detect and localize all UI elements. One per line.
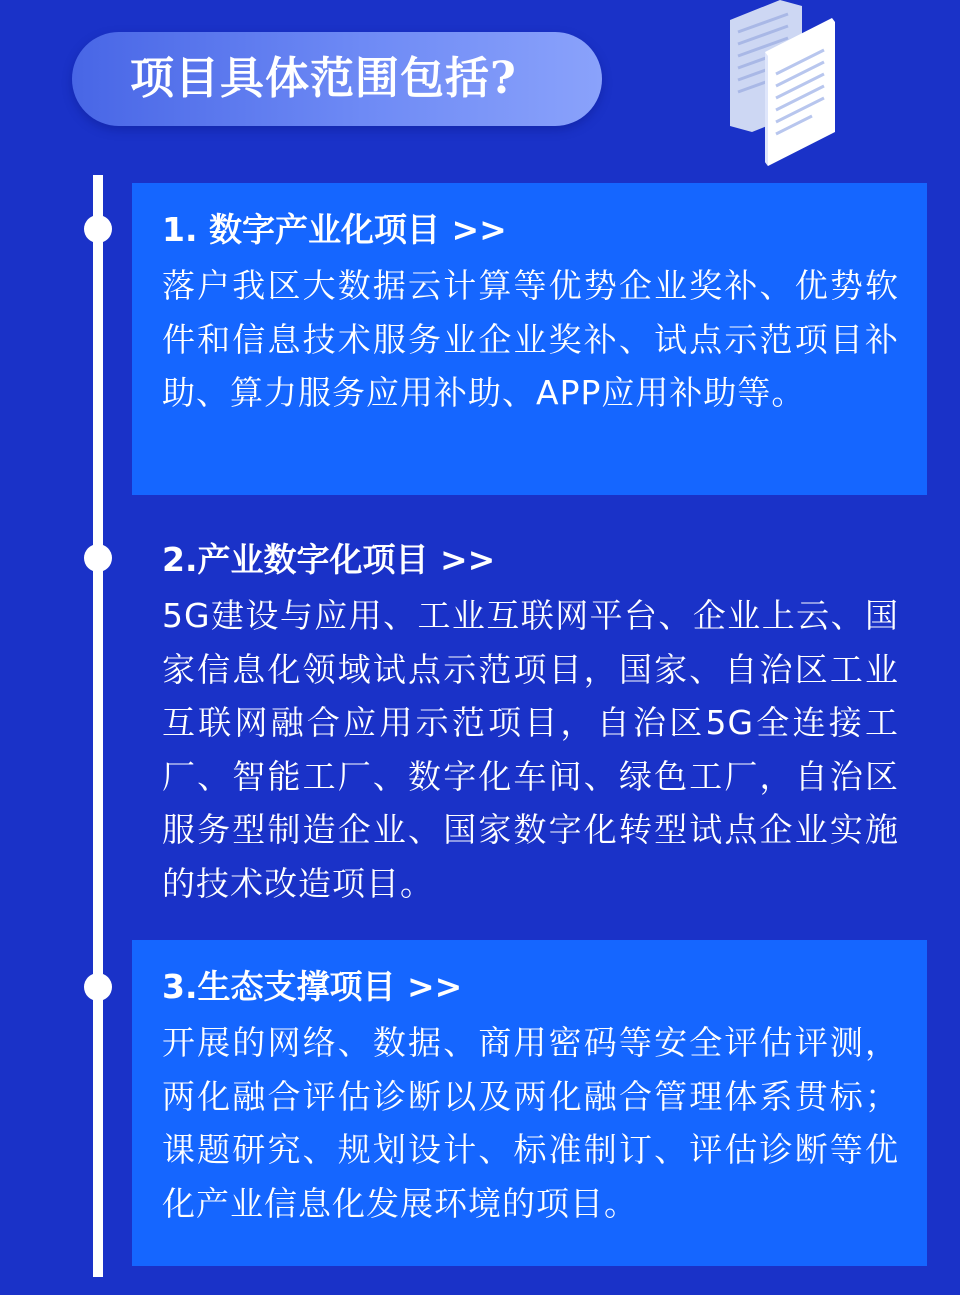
section-heading: 2.产业数字化项目 >>: [162, 540, 496, 579]
section-body: 落户我区大数据云计算等优势企业奖补、优势软件和信息技术服务业企业奖补、试点示范项目补助、算力服务应用补助、APP应用补助等。: [162, 266, 899, 412]
timeline-line: [93, 175, 103, 1277]
document-stack-icon: [720, 0, 845, 170]
section-heading: 1. 数字产业化项目 >>: [162, 210, 507, 249]
section-heading: 3.生态支撑项目 >>: [162, 967, 463, 1006]
section-card-1: [132, 183, 927, 495]
section-title-banner: [72, 32, 602, 126]
section-2: [132, 513, 927, 913]
timeline-dot-3: [84, 973, 112, 1001]
section-body: 5G建设与应用、工业互联网平台、企业上云、国家信息化领域试点示范项目，国家、自治区工业互联网融合应用示范项目，自治区5G全连接工厂、智能工厂、数字化车间、绿色工厂，自治区服务型制造企业、国家数字化转型试点企业实施的技术改造项目。: [162, 596, 899, 903]
timeline-dot-1: [84, 215, 112, 243]
timeline-dot-2: [84, 544, 112, 572]
section-card-3: [132, 940, 927, 1266]
page-title: 项目具体范围包括?: [130, 53, 517, 104]
section-body: 开展的网络、数据、商用密码等安全评估评测，两化融合评估诊断以及两化融合管理体系贯标；课题研究、规划设计、标准制订、评估诊断等优化产业信息化发展环境的项目。: [162, 1023, 899, 1223]
